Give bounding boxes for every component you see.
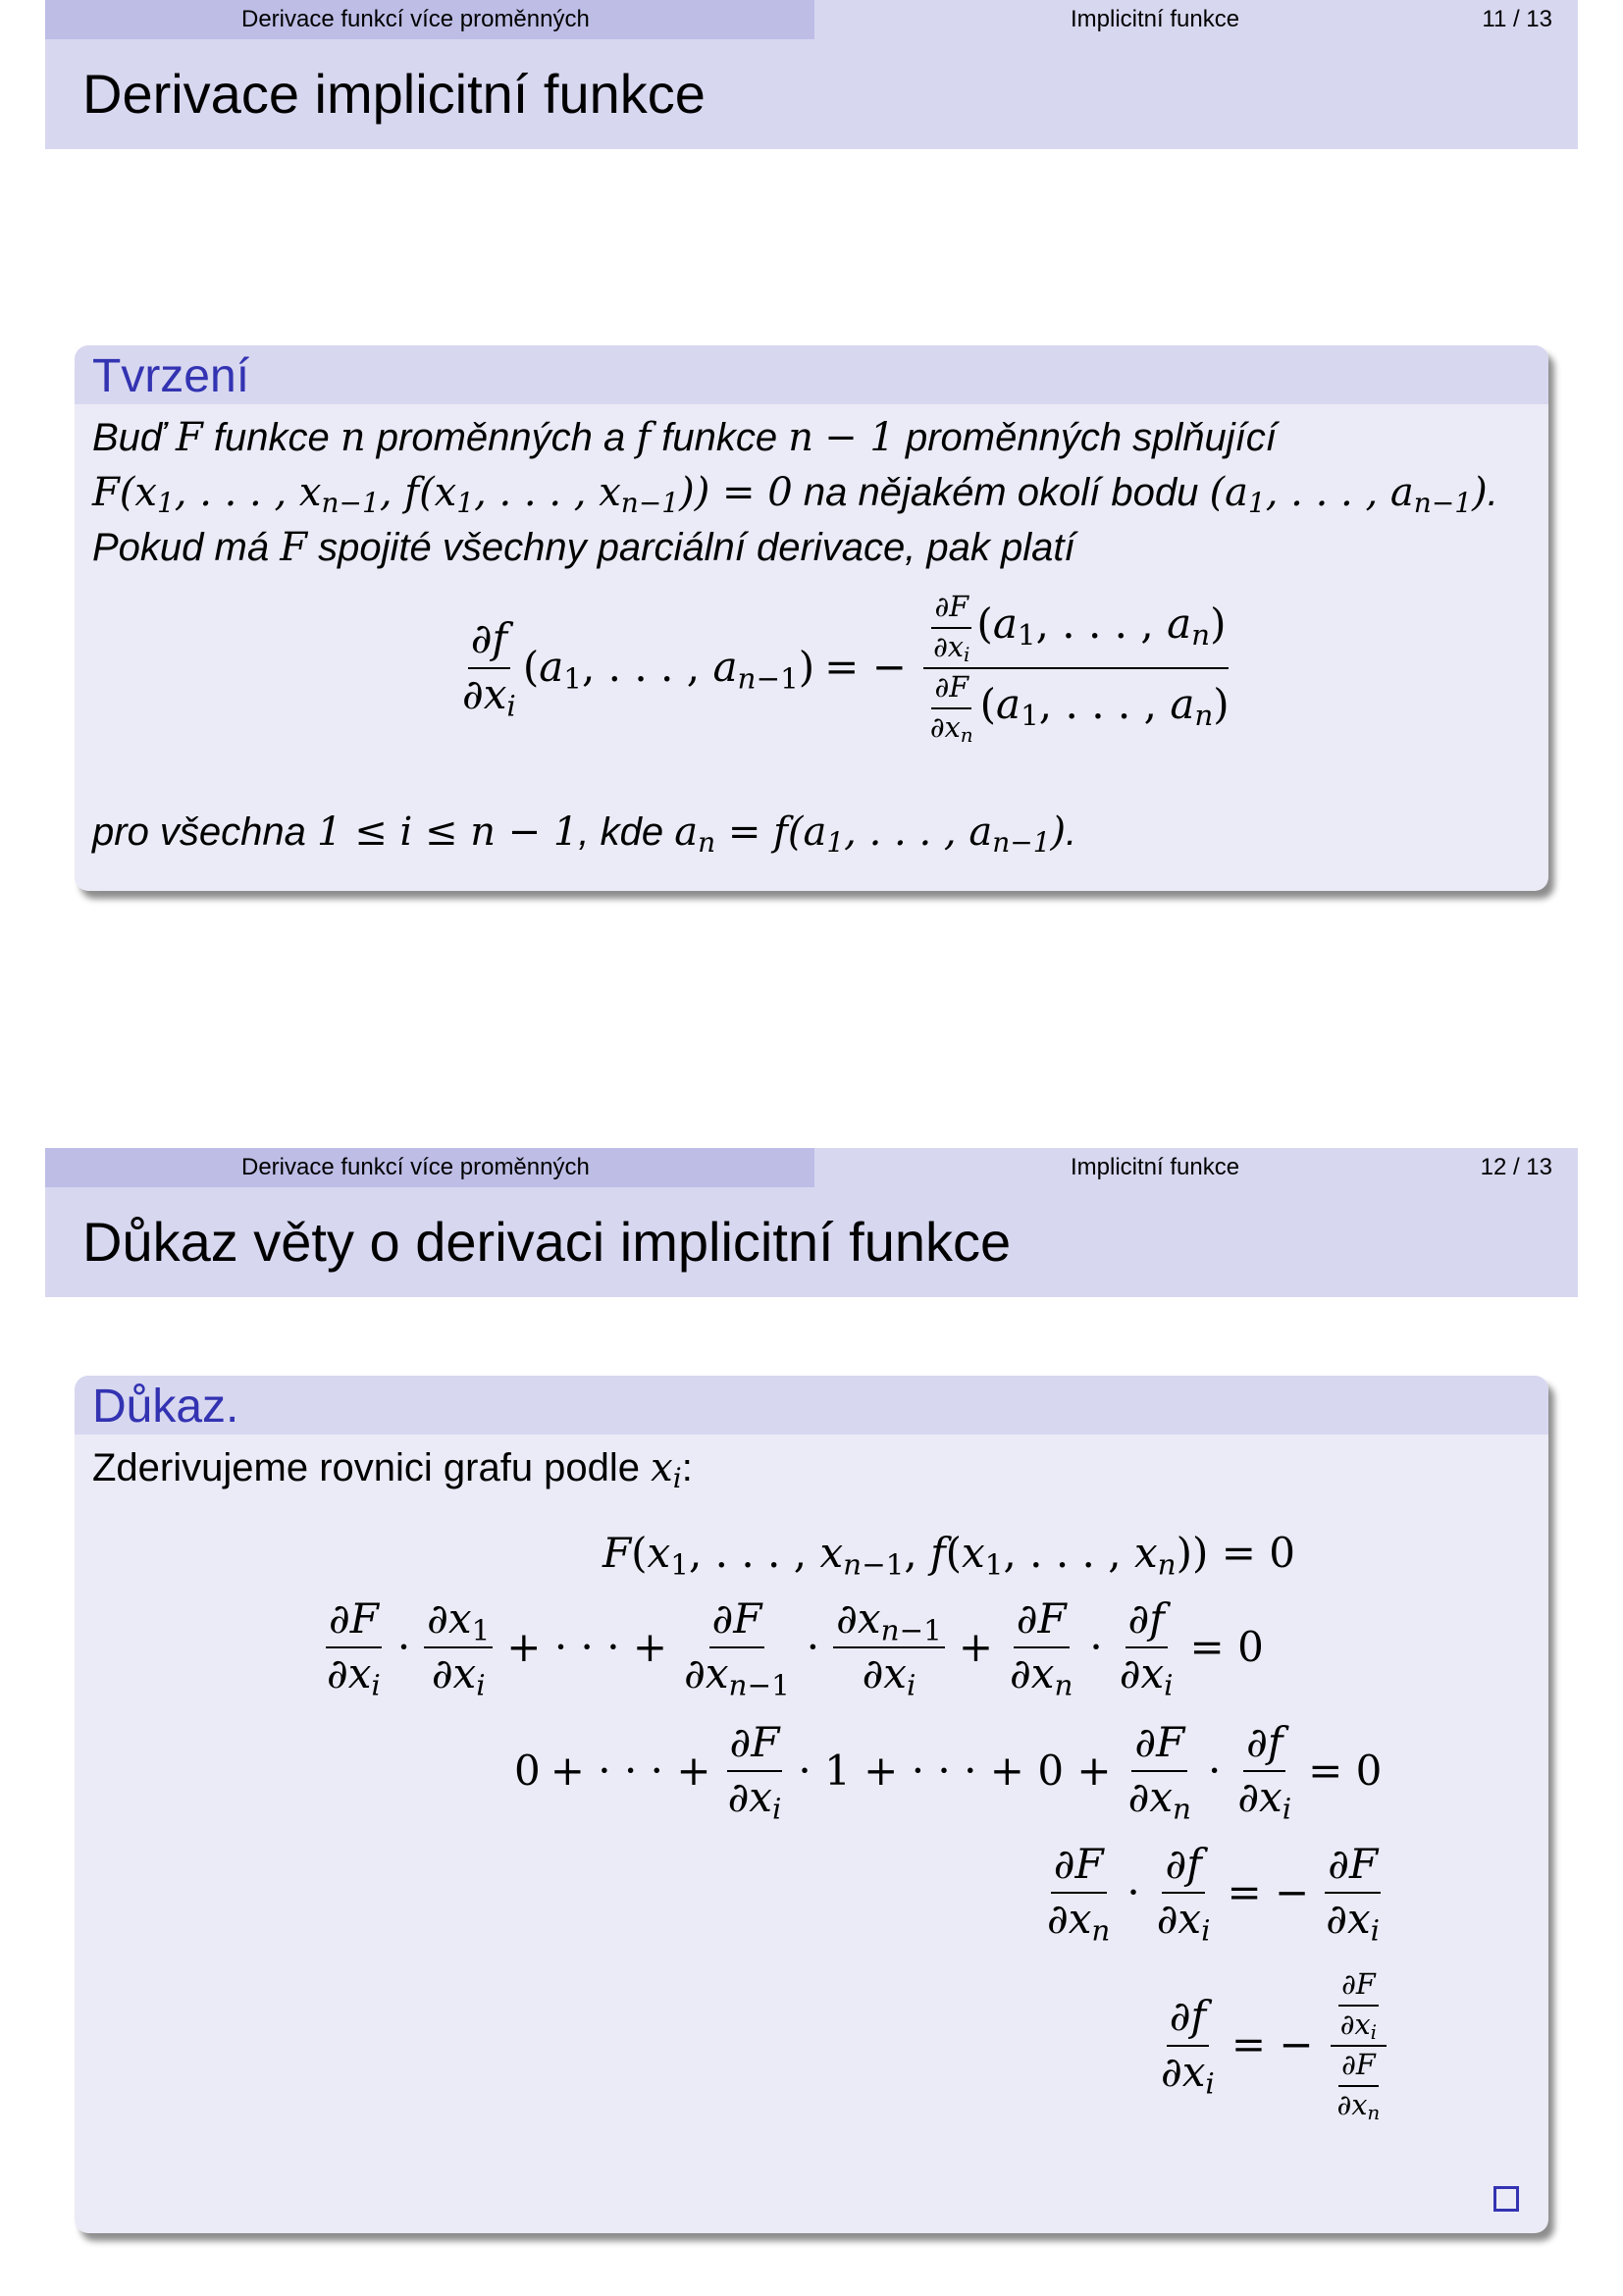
qed-square-icon: [1493, 2186, 1519, 2212]
theorem-block: [75, 345, 1548, 891]
theorem-formula: $\frac{\partial f}{\partial x_i}$ ($a_1$, . . . , $a_{n-1}$) = − $\frac{\partial F}{\partial x_i}$ ($a_1$, . . . , $a_n$) $\frac{\partial F}{\partial x_n}$ ($a_1$, . . . , $a_n$): [462, 590, 1230, 747]
theorem-line-2: $F(x_1$, . . . , $x_{n-1}$, $f(x_1$, . . . , $x_{n-1})) = 0$ na nějakém okolí bodu ($a_1$, . . . , $a_{n-1}$).: [92, 470, 1498, 519]
proof-eq-1: $F(x_1$, . . . , $x_{n-1}$, $f(x_1$, . . . , $x_n)) = 0$: [602, 1529, 1295, 1582]
proof-intro: Zderivujeme rovnici grafu podle $x_i$:: [92, 1445, 693, 1494]
header-course-title: Derivace funkcí více proměnných: [241, 1154, 590, 1180]
slide-title: Derivace implicitní funkce: [82, 63, 706, 125]
proof-block: [75, 1376, 1548, 2233]
block-header: [75, 345, 1548, 404]
header-left-panel: [45, 0, 814, 39]
theorem-line-4: pro všechna 1 ≤ i ≤ n − 1, kde $a_n = f(a_1$, . . . , $a_{n-1}$).: [92, 809, 1077, 859]
theorem-line-1: Buď F funkce n proměnných a f funkce n − 1 proměnných splňující: [92, 415, 1277, 460]
proof-eq-4: $\frac{\partial F}{\partial x_n}$ · $\frac{\partial f}{\partial x_i}$ = − $\frac{\partial F}{\partial x_i}$: [1047, 1840, 1381, 1948]
title-bar: [45, 39, 1578, 149]
slide-title: Důkaz věty o derivaci implicitní funkce: [82, 1211, 1012, 1273]
title-bar: [45, 1187, 1578, 1297]
block-title: Tvrzení: [92, 350, 250, 402]
page-number: 11 / 13: [1482, 6, 1552, 32]
page-number: 12 / 13: [1480, 1154, 1552, 1180]
theorem-line-3: Pokud má F spojité všechny parciální derivace, pak platí: [92, 525, 1075, 570]
proof-eq-5: $\frac{\partial f}{\partial x_i}$ = − $\frac{\frac{\partial F}{\partial x_i}}{\frac{\partial F}{\partial x_n}}$: [1154, 1968, 1393, 2120]
header-section-title: Implicitní funkce: [1071, 1154, 1240, 1180]
header-left-panel: [45, 1148, 814, 1187]
slide-header: [45, 0, 1578, 39]
block-title: Důkaz.: [92, 1381, 239, 1433]
header-section-title: Implicitní funkce: [1071, 6, 1240, 32]
proof-intro-text: Zderivujeme rovnici grafu podle: [92, 1446, 641, 1489]
header-course-title: Derivace funkcí více proměnných: [241, 6, 590, 32]
slide-header: [45, 1148, 1578, 1187]
slide-12: [0, 1148, 1623, 2296]
proof-eq-2: $\frac{\partial F}{\partial x_i}$ · $\frac{\partial x_1}{\partial x_i}$ + · · · + $\frac{\partial F}{\partial x_{n-1}}$ · $\frac{\partial x_{n-1}}{\partial x_i}$ + $\frac{\partial F}{\partial x_n}$ · $\frac{\partial f}{\partial x_i}$ = 0: [327, 1594, 1264, 1702]
block-header: [75, 1376, 1548, 1435]
proof-eq-3: 0 + · · · + $\frac{\partial F}{\partial x_i}$ · 1 + · · · + 0 + $\frac{\partial F}{\partial x_n}$ · $\frac{\partial f}{\partial x_i}$ = 0: [514, 1718, 1383, 1826]
